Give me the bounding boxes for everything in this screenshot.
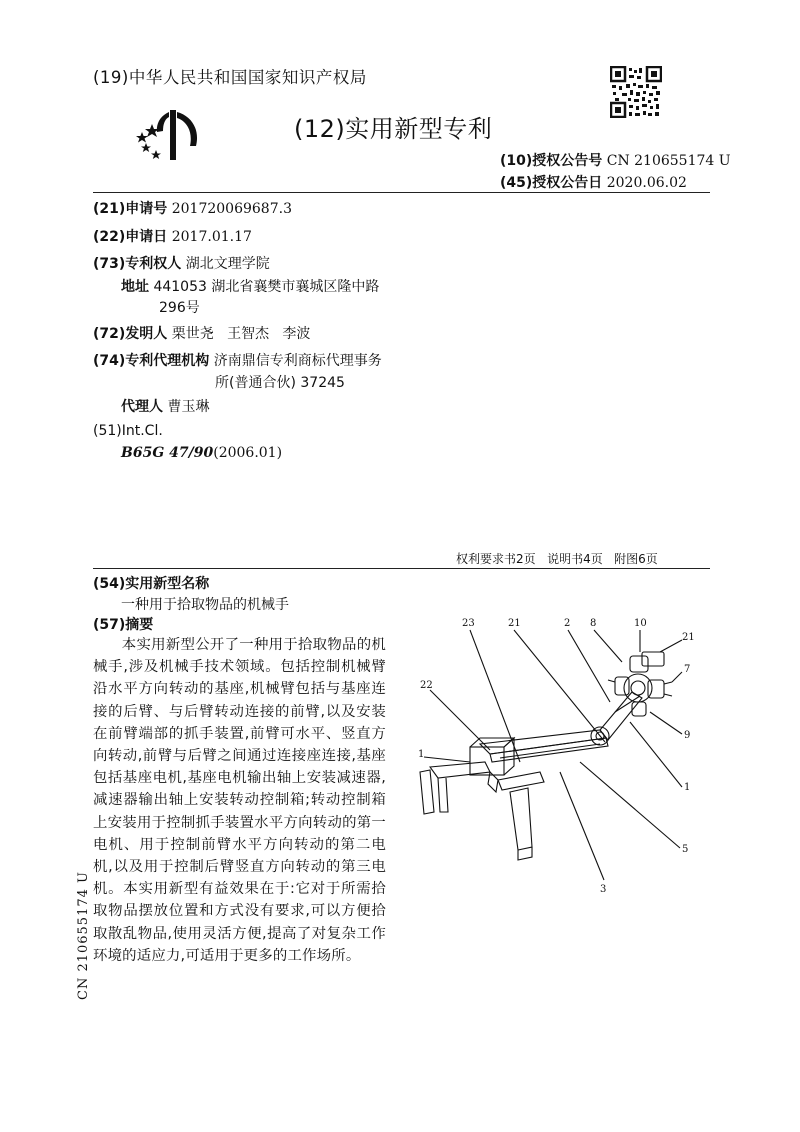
abstract-text: 本实用新型公开了一种用于拾取物品的机械手,涉及机械手技术领域。包括控制机械臂沿水平方向转动的基座,机械臂包括与基座连接的后臂、与后臂转动连接的前臂,以及安装在前臂端部的抓手装置,前臂可水平、竖直方向转动,前臂与后臂之间通过连接座连接,基座包括基座电机,基座电机输出轴上安装减速器,减速器输出轴上安装转动控制箱;转动控制箱上安装用于控制抓手装置水平方向转动的第一电机、用于控制前臂水平方向转动的第二电机,以及用于控制后臂竖直方向转动的第三电机。本实用新型有益效果在于:它对于所需拾取物品摆放位置和方式没有要求,可以方便拾取散乱物品,使用灵活方便,提高了对复杂工作环境的适应力,可适用于更多的工作场所。 — [93, 637, 386, 964]
patent-owner-row — [93, 253, 270, 273]
application-date-label: (22)申请日 — [93, 229, 168, 245]
application-number: 201720069687.3 — [171, 201, 292, 217]
agent-label: 代理人 — [121, 399, 163, 415]
inventors: 栗世尧 王智杰 李波 — [171, 326, 311, 342]
agent-row — [121, 396, 209, 416]
figure-label: 1 — [684, 782, 691, 793]
figure-label: 1 — [418, 749, 425, 760]
header-divider — [93, 192, 710, 193]
pages-divider — [93, 568, 710, 569]
figure-label: 21 — [682, 632, 695, 643]
issuing-office: (19)中华人民共和国国家知识产权局 — [93, 68, 367, 87]
figure-label: 2 — [564, 618, 571, 629]
agency-line-2: 所(普通合伙) 37245 — [215, 375, 345, 391]
address-line-1: 441053 湖北省襄樊市襄城区隆中路 — [153, 279, 380, 295]
grant-number: CN 210655174 U — [606, 153, 731, 169]
agency-line-1: 济南鼎信专利商标代理事务 — [213, 353, 382, 369]
robot-arm-figure — [410, 612, 710, 902]
address-line-2: 296号 — [159, 300, 200, 316]
grant-number-row — [500, 150, 731, 170]
qr-code-icon — [610, 66, 662, 118]
patent-owner: 湖北文理学院 — [185, 256, 270, 272]
inventor-label: (72)发明人 — [93, 326, 168, 342]
address-row — [121, 276, 379, 296]
figure-label: 5 — [682, 844, 689, 855]
figure-label: 8 — [590, 618, 597, 629]
intcl-version: (2006.01) — [213, 445, 283, 461]
application-number-label: (21)申请号 — [93, 201, 168, 217]
utility-model-title-label: (54)实用新型名称 — [93, 576, 210, 592]
intcl-row — [121, 445, 282, 461]
pages-info: 权利要求书2页 说明书4页 附图6页 — [456, 552, 658, 566]
grant-date: 2020.06.02 — [606, 175, 687, 191]
application-number-row — [93, 198, 292, 218]
utility-model-title: 一种用于拾取物品的机械手 — [121, 597, 289, 613]
address-label: 地址 — [121, 279, 149, 295]
figure-label: 3 — [600, 884, 607, 895]
side-publication-number: CN 210655174 U — [76, 871, 91, 1000]
agency-label: (74)专利代理机构 — [93, 353, 210, 369]
figure-label: 10 — [634, 618, 647, 629]
document-type: (12)实用新型专利 — [294, 115, 493, 143]
patent-owner-label: (73)专利权人 — [93, 256, 182, 272]
inventor-row — [93, 323, 310, 343]
intcl-label: (51)Int.Cl. — [93, 423, 163, 439]
intcl-code: B65G 47/90 — [121, 445, 214, 461]
figure-label: 9 — [684, 730, 691, 741]
grant-number-label: (10)授权公告号 — [500, 153, 603, 169]
application-date: 2017.01.17 — [171, 229, 252, 245]
agent: 曹玉琳 — [167, 399, 210, 415]
cnipa-emblem-icon — [130, 102, 202, 164]
agency-row — [93, 350, 382, 370]
figure-label: 7 — [684, 664, 691, 675]
figure-label: 21 — [508, 618, 521, 629]
figure-label: 23 — [462, 618, 475, 629]
abstract-label: (57)摘要 — [93, 617, 154, 633]
application-date-row — [93, 226, 252, 246]
grant-date-label: (45)授权公告日 — [500, 175, 603, 191]
figure-label: 22 — [420, 680, 433, 691]
grant-date-row — [500, 172, 687, 192]
